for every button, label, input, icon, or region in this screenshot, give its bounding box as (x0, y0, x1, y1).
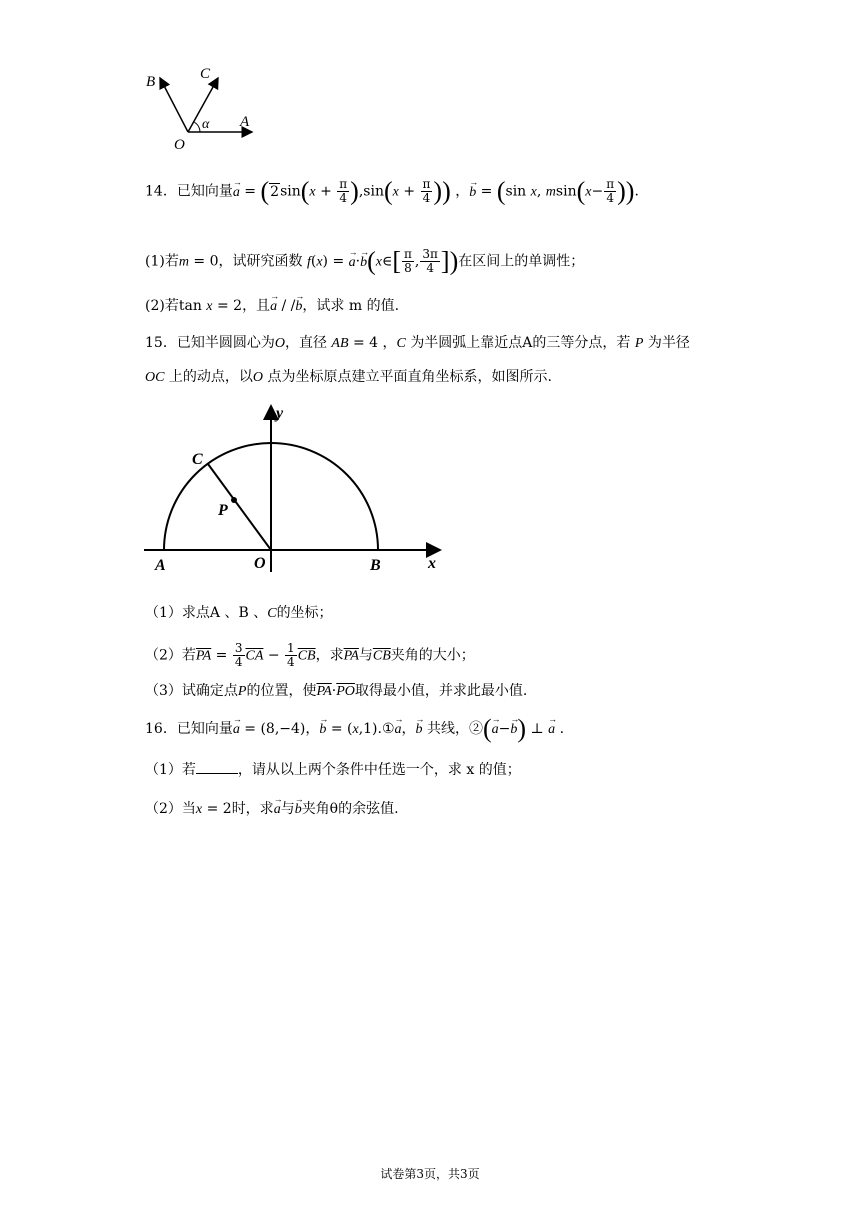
label-B: B (146, 74, 156, 90)
vector-angle-figure (140, 62, 270, 154)
label-x: x (428, 555, 436, 572)
label-C2: C (192, 451, 203, 468)
label-y: y (276, 405, 284, 422)
q16-sub1: （1）若 ，请从以上两个条件中任选一个，求 x 的值； (145, 762, 521, 778)
q15-sub2: （2）若$\overline{PA}$ = $\frac{3}{4}$ $\overline{CA}$ − $\frac{1}{4}$ $\overline{CB}$，求$\overline{PA}$与$\overline{CB}$夹角的大小； (145, 641, 475, 669)
label-A2: A (155, 557, 166, 574)
q14-stem: 14．已知向量→ a = (2sin(x + $\frac{\pi}{4}$ ),sin(x + $\frac{\pi}{4}$ )) ，→ b = (sin x, msin(x− $\frac{\pi}{4}$ )). (145, 178, 639, 205)
label-B2: B (370, 557, 381, 574)
q16-stem: 16．已知向量→ a = (8,−4)，→ b = (x,1).①→ a，→ b 共线，②(→ a−→ b) ⊥ → a . (145, 719, 564, 740)
label-alpha: α (202, 117, 210, 132)
q15-line1: 15．已知半圆圆心为O，直径 AB = 4 ，C 为半圆弧上靠近点A的三等分点，若 P 为半径 (145, 335, 690, 351)
label-P: P (218, 502, 228, 519)
page-footer: 试卷第3页，共3页 (380, 1167, 480, 1181)
label-O: O (174, 137, 185, 153)
label-A: A (240, 114, 250, 130)
q14-part2: (2)若tan x = 2，且→ a / /→ b，试求 m 的值. (145, 296, 399, 317)
q15-line2: OC 上的动点，以O 点为坐标原点建立平面直角坐标系，如图所示. (145, 369, 552, 385)
q15-sub1: （1）求点A 、B 、C的坐标； (145, 605, 333, 621)
label-C: C (200, 66, 211, 82)
fill-blank (196, 773, 238, 774)
semicircle-figure (140, 400, 450, 580)
label-O2: O (254, 555, 266, 572)
q16-sub2: （2）当x = 2时，求→ a与→ b夹角θ的余弦值. (145, 799, 399, 820)
q14-part1: (1)若m = 0，试研究函数 f(x) = → a·→ b(x∈[ $\frac{\pi}{8}$ , $\frac{3\pi}{4}$ ])在区间上的单调性； (145, 248, 584, 275)
q15-sub3: （3）试确定点P的位置，使$\overline{PA}\cdot\overline{PO}$取得最小值，并求此最小值. (145, 683, 528, 699)
